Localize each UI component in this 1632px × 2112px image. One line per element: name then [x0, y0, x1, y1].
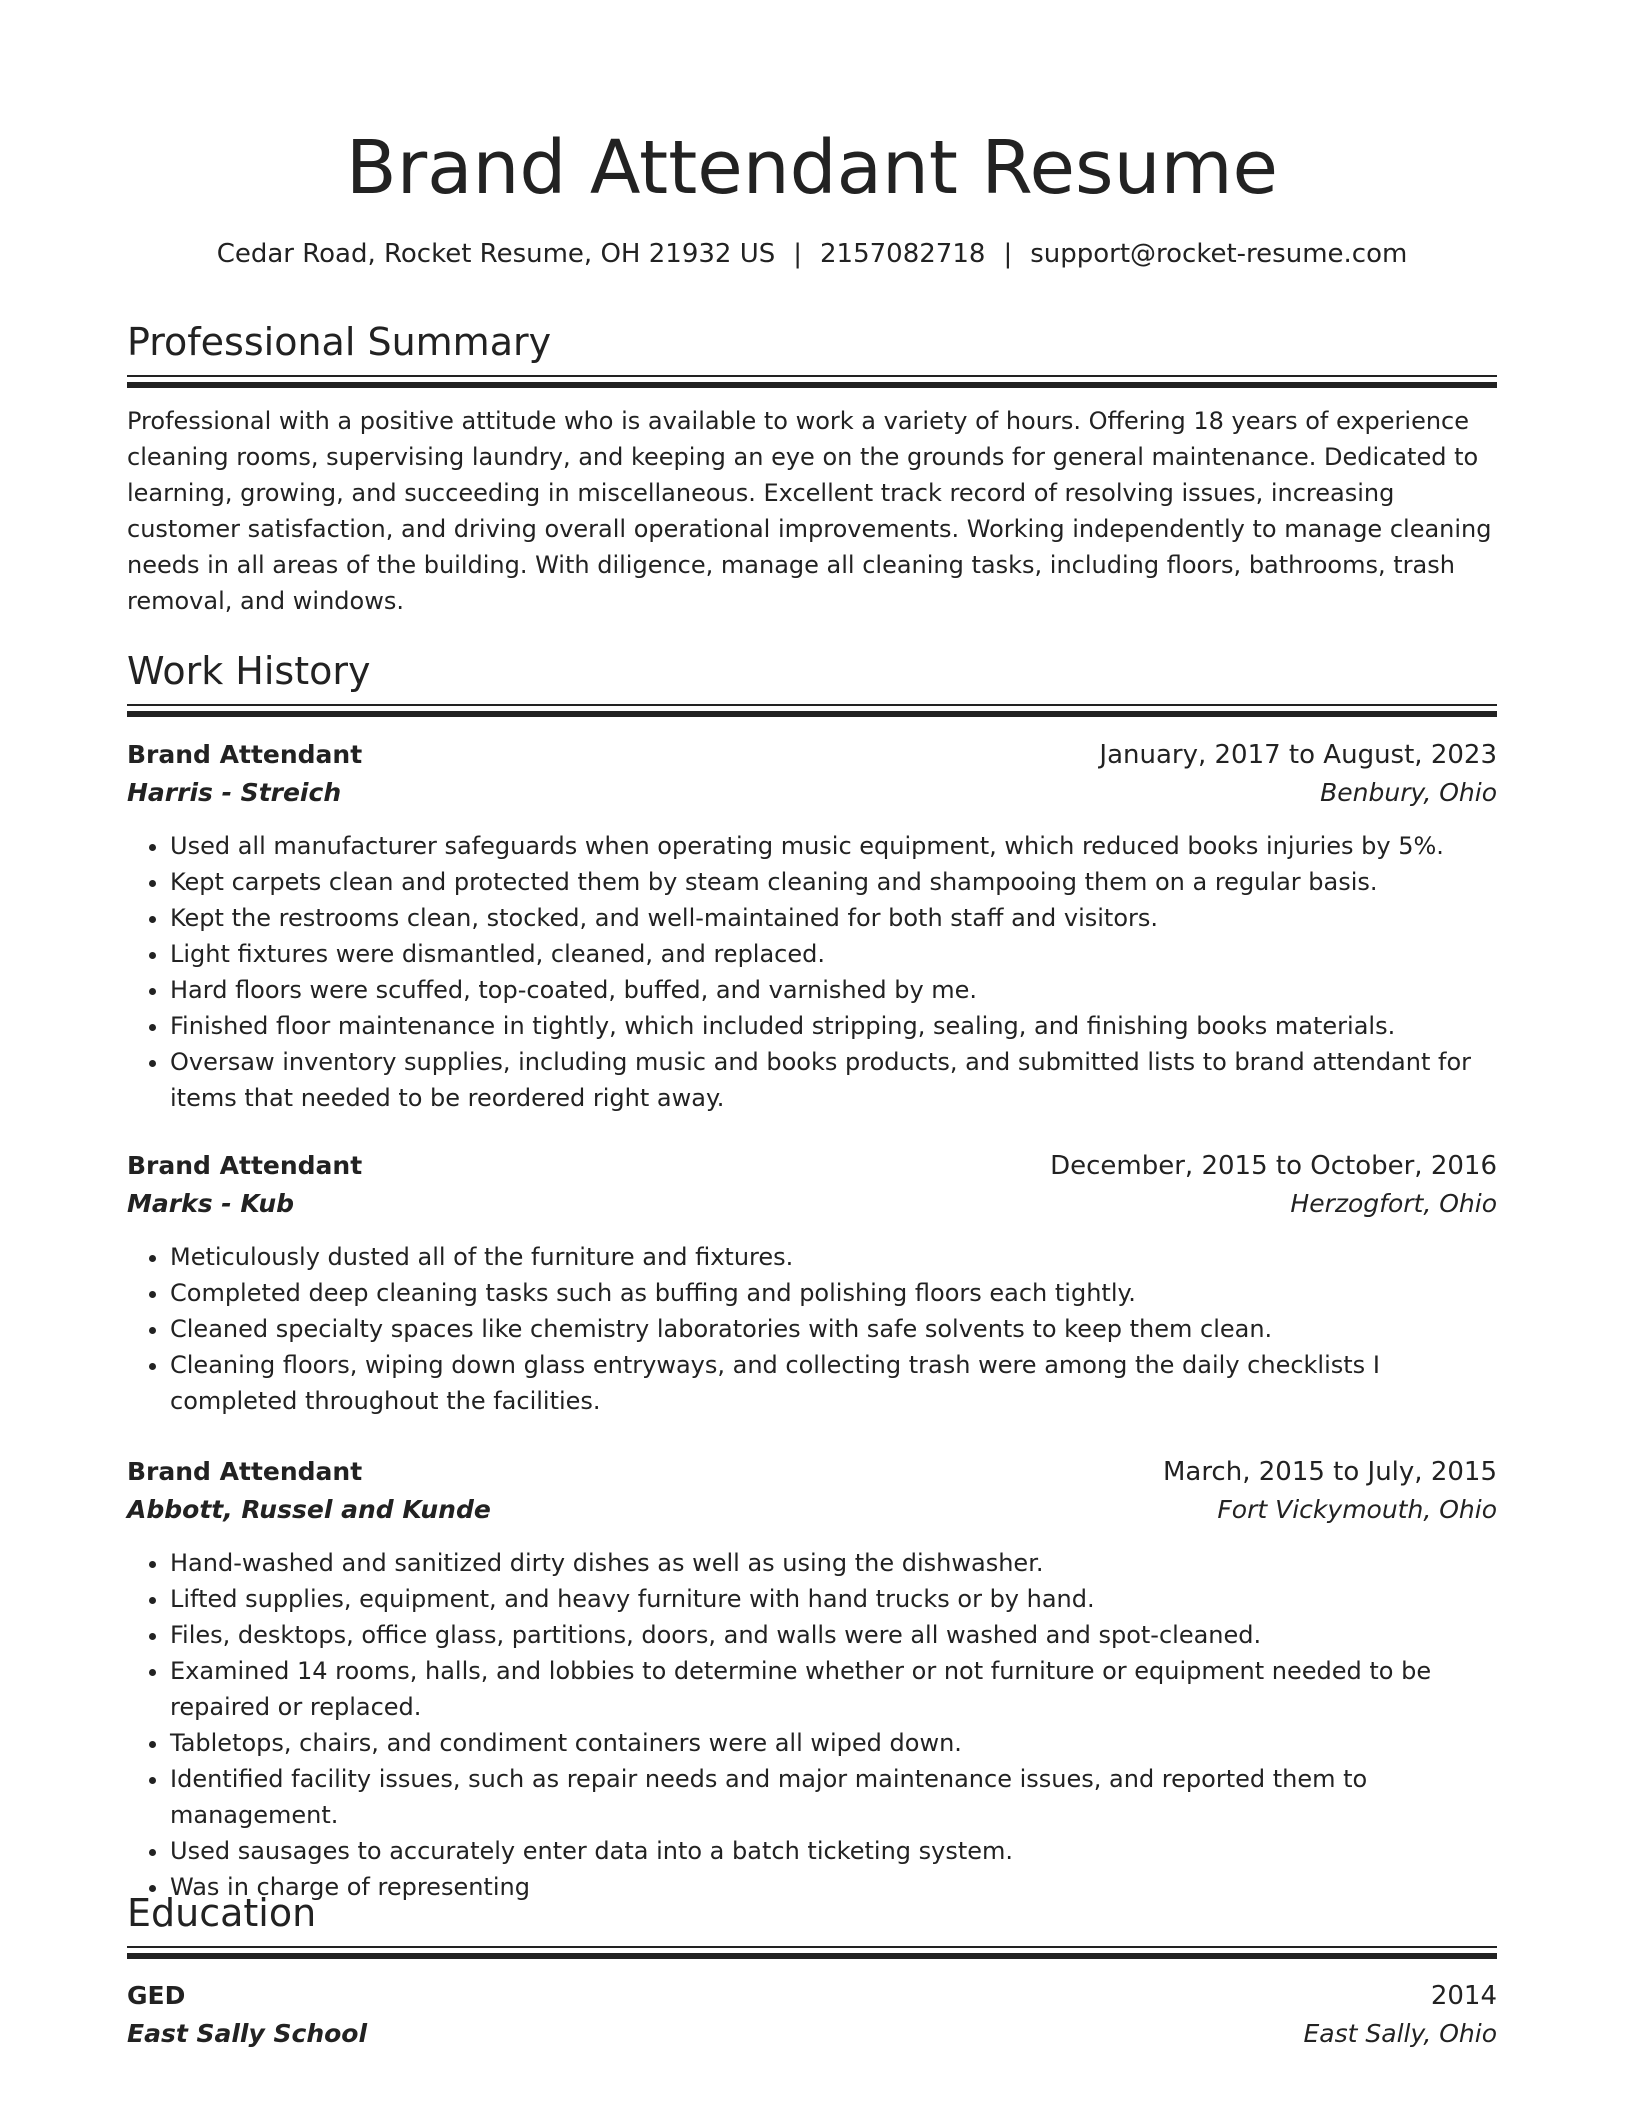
list-item: • Kept the restrooms clean, stocked, and well-maintained for both staff and visitors.	[170, 900, 1497, 936]
job-subheader	[127, 774, 1497, 812]
list-item: • Finished floor maintenance in tightly, which included stripping, sealing, and finishing books materials.	[170, 1008, 1497, 1044]
section-divider	[127, 1946, 1497, 1958]
job-entry	[127, 1147, 1497, 1419]
education-entry	[127, 1977, 1497, 2053]
list-item: • Examined 14 rooms, halls, and lobbies to determine whether or not furniture or equipment needed to be repaired or replaced.	[170, 1653, 1497, 1725]
list-item: • Tabletops, chairs, and condiment containers were all wiped down.	[170, 1725, 1497, 1761]
list-item: • Oversaw inventory supplies, including music and books products, and submitted lists to brand attendant for items that needed to be reordered right away.	[170, 1044, 1497, 1116]
education-header	[127, 1977, 1497, 2015]
list-item: • Was in charge of representing	[170, 1869, 1497, 1905]
job-entry	[127, 1453, 1497, 1905]
list-item: • Used sausages to accurately enter data into a batch ticketing system.	[170, 1833, 1497, 1869]
list-item: • Light fixtures were dismantled, cleaned, and replaced.	[170, 936, 1497, 972]
summary-text: Professional with a positive attitude who is available to work a variety of hours. Offering 18 years of experience cleaning rooms, supervising laundry, and keeping an eye on the grounds for general maintenance. Dedicated to learning, growing, and succeeding in miscellaneous. Excellent track record of resolving issues, increasing customer satisfaction, and driving overall operational improvements. Working independently to manage cleaning needs in all areas of the building. With diligence, manage all cleaning tasks, including floors, bathrooms, trash removal, and windows.	[127, 407, 1492, 615]
list-item: • Kept carpets clean and protected them by steam cleaning and shampooing them on a regular basis.	[170, 864, 1497, 900]
job-location: Fort Vickymouth, Ohio	[1217, 1495, 1497, 1524]
section-heading-work-history: Work History	[127, 649, 371, 693]
list-item: • Lifted supplies, equipment, and heavy furniture with hand trucks or by hand.	[170, 1581, 1497, 1617]
job-location: Herzogfort, Ohio	[1290, 1189, 1497, 1218]
job-subheader	[127, 1185, 1497, 1223]
contact-line	[127, 236, 1497, 272]
section-heading-summary: Professional Summary	[127, 320, 552, 364]
contact-separator: |	[793, 239, 803, 269]
list-item: • Meticulously dusted all of the furniture and fixtures.	[170, 1239, 1497, 1275]
list-item: • Hard floors were scuffed, top-coated, buffed, and varnished by me.	[170, 972, 1497, 1008]
section-heading-education: Education	[127, 1891, 317, 1935]
contact-phone: 2157082718	[820, 239, 986, 269]
list-item: • Hand-washed and sanitized dirty dishes as well as using the dishwasher.	[170, 1545, 1497, 1581]
job-header	[127, 1453, 1497, 1491]
list-item: • Identified facility issues, such as repair needs and major maintenance issues, and reported them to management.	[170, 1761, 1497, 1833]
education-school: East Sally School	[127, 2019, 368, 2048]
education-year: 2014	[1430, 1981, 1497, 2011]
list-item: • Cleaning floors, wiping down glass entryways, and collecting trash were among the daily checklists I completed throughout the facilities.	[170, 1347, 1497, 1419]
education-degree: GED	[127, 1981, 186, 2010]
section-divider	[127, 375, 1497, 387]
job-company: Marks - Kub	[127, 1189, 295, 1218]
list-item: • Files, desktops, office glass, partitions, doors, and walls were all washed and spot-cleaned.	[170, 1617, 1497, 1653]
resume-title: Brand Attendant Resume	[345, 125, 1279, 211]
contact-address: Cedar Road, Rocket Resume, OH 21932 US	[216, 239, 776, 269]
job-location: Benbury, Ohio	[1320, 778, 1497, 807]
job-header	[127, 736, 1497, 774]
job-bullet-list	[127, 1545, 1497, 1905]
job-entry	[127, 736, 1497, 1116]
job-subheader	[127, 1491, 1497, 1529]
job-bullet-list	[127, 828, 1497, 1116]
contact-separator: |	[1003, 239, 1013, 269]
list-item: • Completed deep cleaning tasks such as buffing and polishing floors each tightly.	[170, 1275, 1497, 1311]
job-company: Abbott, Russel and Kunde	[127, 1495, 491, 1524]
job-bullet-list	[127, 1239, 1497, 1419]
section-divider	[127, 704, 1497, 716]
list-item: • Used all manufacturer safeguards when operating music equipment, which reduced books injuries by 5%.	[170, 828, 1497, 864]
education-location: East Sally, Ohio	[1303, 2019, 1497, 2048]
job-title: Brand Attendant	[127, 1457, 363, 1486]
job-title: Brand Attendant	[127, 1151, 363, 1180]
job-dates: December, 2015 to October, 2016	[1050, 1151, 1497, 1181]
list-item: • Cleaned specialty spaces like chemistry laboratories with safe solvents to keep them clean.	[170, 1311, 1497, 1347]
education-subheader	[127, 2015, 1497, 2053]
job-dates: January, 2017 to August, 2023	[1099, 740, 1497, 770]
job-header	[127, 1147, 1497, 1185]
job-title: Brand Attendant	[127, 740, 363, 769]
job-company: Harris - Streich	[127, 778, 342, 807]
contact-email: support@rocket-resume.com	[1030, 239, 1408, 269]
job-dates: March, 2015 to July, 2015	[1162, 1457, 1497, 1487]
